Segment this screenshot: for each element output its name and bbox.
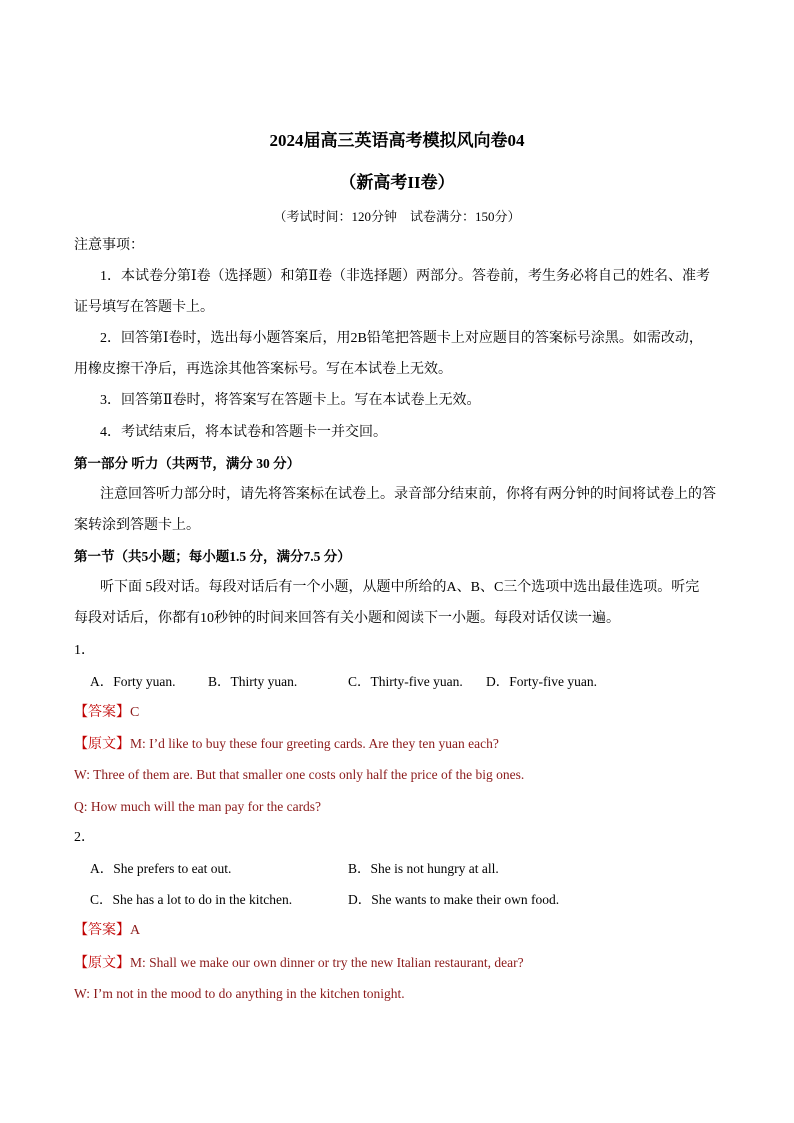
answer-tag: 【答案】	[74, 705, 130, 720]
answer-value: A	[130, 923, 141, 938]
answer-value: C	[130, 705, 140, 720]
notes-item: 4．考试结束后，将本试卷和答题卡一并交回。	[100, 425, 387, 440]
transcript-line	[74, 953, 724, 974]
option-a: A．Forty yuan.	[90, 674, 176, 689]
transcript-line: Q: How much will the man pay for the cards?	[74, 799, 322, 814]
question-number: 2．	[74, 830, 95, 845]
notes-item: 1．本试卷分第Ⅰ卷（选择题）和第Ⅱ卷（非选择题）两部分。答卷前，考生务必将自己的姓名、准考	[100, 269, 711, 284]
section1-heading: 第一节（共5小题；每小题1.5 分，满分7.5 分）	[74, 549, 351, 564]
page-title: 2024届高三英语高考模拟风向卷04	[269, 131, 525, 150]
option-c: C．Thirty-five yuan.	[348, 674, 463, 689]
notes-item: 3．回答第Ⅱ卷时，将答案写在答题卡上。写在本试卷上无效。	[100, 393, 481, 408]
notes-item: 用橡皮擦干净后，再选涂其他答案标号。写在本试卷上无效。	[74, 362, 452, 377]
option-a: A．She prefers to eat out.	[90, 861, 232, 876]
part1-instruction: 案转涂到答题卡上。	[74, 518, 200, 533]
transcript-tag: 【原文】	[74, 737, 130, 752]
part1-instruction: 注意回答听力部分时，请先将答案标在试卷上。录音部分结束前，你将有两分钟的时间将试卷上的答	[100, 487, 716, 502]
answer-line	[74, 703, 724, 723]
answer-line	[74, 921, 724, 941]
option-c: C．She has a lot to do in the kitchen.	[90, 892, 293, 907]
answer-tag: 【答案】	[74, 923, 130, 938]
transcript-text: M: Shall we make our own dinner or try the new Italian restaurant, dear?	[130, 955, 524, 970]
option-b: B．She is not hungry at all.	[348, 861, 499, 876]
page-subtitle: （新高考II卷）	[339, 173, 455, 192]
transcript-text: M: I’d like to buy these four greeting cards. Are they ten yuan each?	[130, 736, 499, 751]
part1-heading: 第一部分 听力（共两节，满分 30 分）	[74, 456, 301, 471]
transcript-line: W: Three of them are. But that smaller one costs only half the price of the big ones.	[74, 767, 525, 782]
notes-heading: 注意事项：	[74, 238, 144, 253]
transcript-line	[74, 734, 724, 755]
transcript-tag: 【原文】	[74, 956, 130, 971]
section1-instruction: 每段对话后，你都有10秒钟的时间来回答有关小题和阅读下一小题。每段对话仅读一遍。	[74, 611, 620, 626]
notes-item: 证号填写在答题卡上。	[74, 300, 214, 315]
question-number: 1．	[74, 643, 95, 658]
section1-instruction: 听下面 5段对话。每段对话后有一个小题，从题中所给的A、B、C三个选项中选出最佳选项。听完	[100, 580, 700, 595]
option-d: D．Forty-five yuan.	[486, 674, 597, 689]
notes-item: 2．回答第Ⅰ卷时，选出每小题答案后，用2B铅笔把答题卡上对应题目的答案标号涂黑。如需改动，	[100, 331, 703, 346]
option-d: D．She wants to make their own food.	[348, 892, 560, 907]
transcript-line: W: I’m not in the mood to do anything in the kitchen tonight.	[74, 986, 405, 1001]
option-b: B．Thirty yuan.	[208, 674, 298, 689]
exam-meta: （考试时间：120分钟 试卷满分：150分）	[273, 209, 521, 224]
